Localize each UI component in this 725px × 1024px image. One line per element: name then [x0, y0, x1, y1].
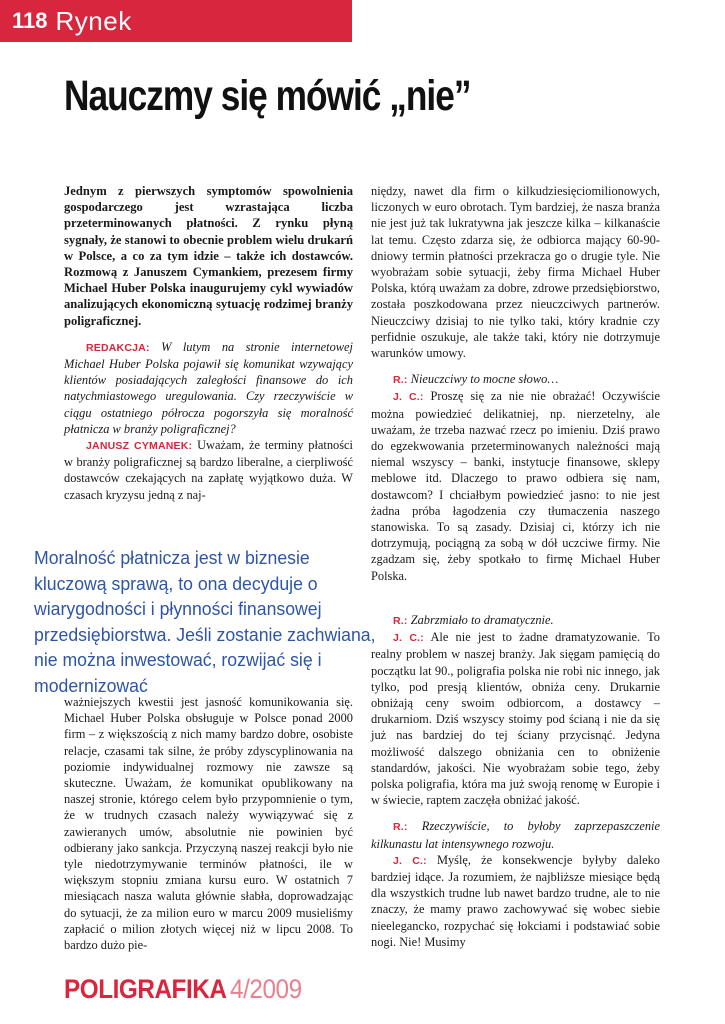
question-3-text: Zabrzmiało to dramatycznie. — [410, 613, 554, 627]
answer-1-col2: niędzy, nawet dla firm o kilkudziesięciomilionowych, liczonych w euro obrotach. Tym bardziej, że nasza branża nie jest już tak lukratywna jak jeszcze kilka – kilkanaście lat temu. Często zdarza się, że odbiorca mający 60-90-dniowy termin płatności przekracza go o drugie tyle. Nie wyobrażam sobie sytuacji, żeby firma Michael Huber Polska, którą uważam za dobre, zdrowe przedsiębiorstwo, została poszkodowana przez nieuczciwych partnerów. Nieuczciwy dzisiaj to nie tylko taki, który kradnie czy perfidnie oszukuje, ale także taki, który nie dotrzymuje warunków umowy. — [371, 184, 660, 361]
question-4 — [371, 818, 660, 851]
column-right-bottom — [371, 612, 660, 950]
article-lead: Jednym z pierwszych symptomów spowolnienia gospodarczego jest wzrastająca liczba przeterminowanych płatności. Z rynku płyną sygnały, że stanowi to obecnie problem wielu drukarń w Polsce, a co za tym idzie – także ich dostawców. Rozmową z Januszem Cymankiem, prezesem firmy Michael Huber Polska inaugurujemy cykl wywiadów analizujących ekonomiczną sytuację rodzimej branży poligraficznej. — [64, 184, 353, 328]
section-header — [0, 0, 352, 42]
speaker-label-jc: J. C.: — [393, 854, 427, 867]
issue-number: 4/2009 — [230, 974, 302, 1004]
column-right-top — [371, 183, 660, 584]
speaker-label-jc: J. C.: — [393, 391, 424, 404]
article-title: Nauczmy się mówić „nie” — [64, 72, 471, 120]
page-number: 118 — [12, 8, 48, 33]
answer-2 — [371, 388, 660, 583]
speaker-label-r: R.: — [393, 374, 408, 387]
question-4-text: Rzeczywiście, to byłoby zaprzepaszczenie kilkunastu lat intensywnego rozwoju. — [371, 819, 660, 851]
question-2-text: Nieuczciwy to mocne słowo… — [410, 372, 559, 387]
question-2 — [371, 371, 660, 388]
answer-3 — [371, 629, 660, 808]
answer-4-text: Myślę, że konsekwencje byłyby daleko bardziej idące. Ja rozumiem, że najbliższe miesiące będą dla wszystkich trudne lub nawet bardzo trudne, ale to nie znaczy, że mamy prawo zachowywać się wobec siebie nieelegancko, rozpychać się łokciami i podstawiać sobie nogi. Nie! Musimy — [371, 852, 660, 949]
magazine-name: POLIGRAFIKA — [64, 974, 227, 1004]
speaker-label-redakcja: REDAKCJA: — [86, 341, 150, 354]
answer-1-continued: ważniejszych kwestii jest jasność komunikowania się. Michael Huber Polska obsługuje w Polsce ponad 2000 firm – z większością z nich mamy bardzo dobre, osobiste relacje, czasami tak silne, że próby zdyscyplinowania na poziomie indywidualnej rozmowy nie zawsze są skuteczne. Uważam, że komunikat opublikowany na naszej stronie, którego celem było przypomnienie o tym, że w trudnych czasach należy wywiązywać się z zawieranych umów, absolutnie nie powinien być odbierany jako sankcja. Przyczyną naszej reakcji było nie tyle niedotrzymywanie terminów płatności, ile w większym stopniu zmiana kursu euro. W ostatnich 7 miesiącach nasza waluta głównie słabła, doprowadzając do sytuacji, że za milion euro w marcu 2009 musieliśmy zapłacić o milion złotych więcej niż w lipcu 2008. To bardzo dużo pie- — [64, 695, 353, 953]
section-name: Rynek — [55, 5, 132, 36]
speaker-label-r: R.: — [393, 821, 408, 834]
speaker-label-r: R.: — [393, 615, 408, 627]
question-1-text: W lutym na stronie internetowej Michael Huber Polska pojawił się komunikat wzywający klientów posiadających zaległości finansowe do ich natychmiastowego uregulowania. Czy rzeczywiście w ciągu ostatniego półrocza pogorszyła się moralność płatnicza w branży poligraficznej? — [64, 339, 353, 436]
answer-1-text: Uważam, że terminy płatności w branży poligraficznej są bardzo liberalne, a cierpliwość dostawców czekających na zapłatę wyjątkowo duża. W czasach kryzysu jedną z naj- — [64, 438, 353, 502]
answer-4 — [371, 852, 660, 950]
answer-2-text: Proszę się za nie nie obrażać! Oczywiście można powiedzieć delikatniej, np. nierzetelny, ale uważam, że trzeba nazwać rzecz po imieniu. Dziś prawo do egzekwowania przeterminowanych należności mają niemal wszyscy – banki, instytucje finansowe, sklepy meblowe itd. Dlaczego to prawo odbiera się nam, dostawcom? I chciałbym powiedzieć jasno: to nie jest żadna próba łagodzenia czy tłumaczenia naszego stanowiska. To są zasady. Dzisiaj ci, którzy ich nie dotrzymują, pociągną za sobą w dół uczciwe firmy. Nie zgadzam się, żeby spotkało to firmę Michael Huber Polska. — [371, 389, 660, 583]
magazine-footer — [64, 974, 302, 1005]
column-left-bottom — [64, 694, 353, 953]
answer-3-text: Ale nie jest to żadne dramatyzowanie. To realny problem w naszej branży. Jak sięgam pamięcią do początku lat 90., poligrafia polska nie robi nic innego, jak tylko, pod presją klientów, obniża ceny. Drukarnie obniżają ceny swoim odbiorcom, a dostawcy – drukarniom. Dziś wszyscy stoimy pod ścianą i nie da się już nas bardziej do tej ściany przycisnąć. Jedyna możliwość dalszego obniżania cen to obniżenie standardów, jakości. Nie wyobrażam sobie tego, żeby polska poligrafia, która ma już swoją renomę w Europie i w świecie, raptem zaczęła obniżać jakość. — [371, 630, 661, 808]
speaker-label-jc: J. C.: — [393, 632, 424, 645]
answer-1 — [64, 437, 353, 503]
column-left-top — [64, 183, 353, 503]
speaker-label-janusz: JANUSZ CYMANEK: — [86, 440, 193, 453]
pull-quote: Moralność płatnicza jest w biznesie kluczową sprawą, to ona decyduje o wiarygodności i płynności finansowej przedsiębiorstwa. Jeśli zostanie zachwiana, nie można inwestować, rozwijać się i modernizować — [34, 547, 376, 696]
question-3 — [371, 612, 660, 629]
question-1 — [64, 339, 353, 437]
